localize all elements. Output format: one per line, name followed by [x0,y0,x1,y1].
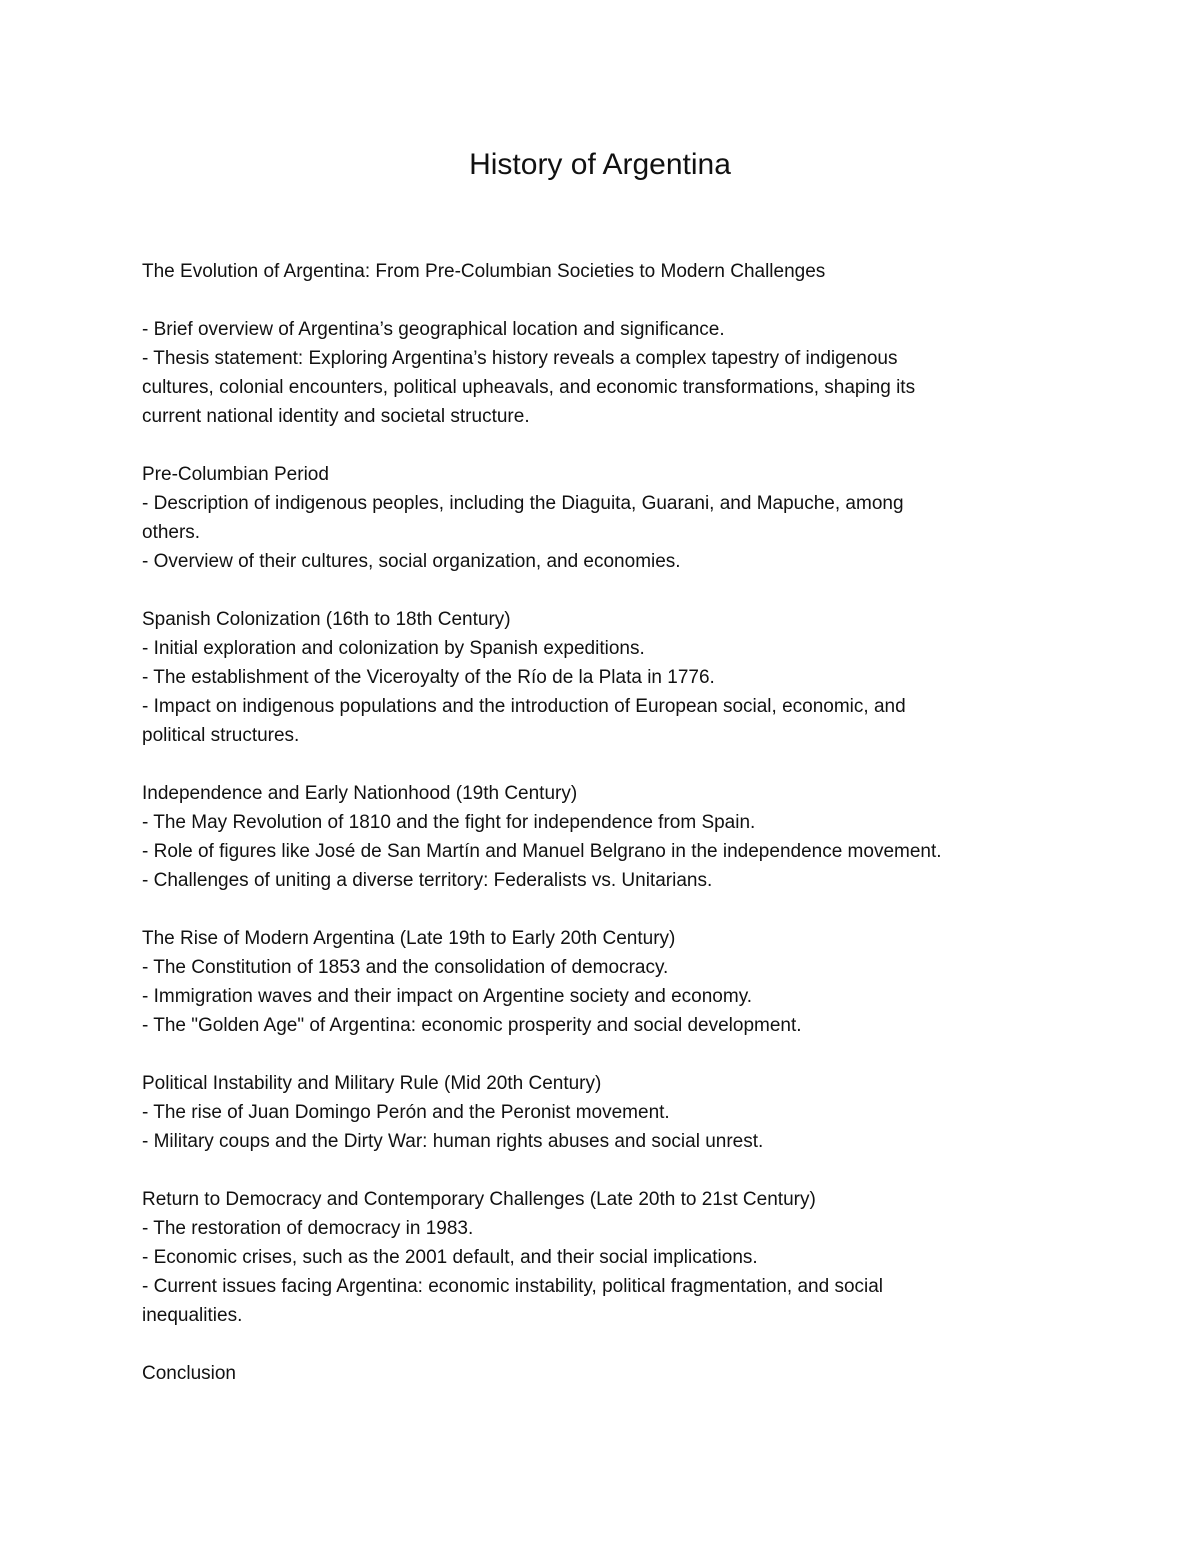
section-line: - The "Golden Age" of Argentina: economic prosperity and social development. [142,1015,802,1036]
paragraph-gap [142,1330,1062,1359]
section-line: - Role of figures like José de San Martín and Manuel Belgrano in the independence movement. [142,841,942,862]
intro-line: - Brief overview of Argentina’s geographical location and significance. [142,319,725,340]
paragraph-gap [142,286,1062,315]
intro-line: - Thesis statement: Exploring Argentina’s history reveals a complex tapestry of indigenous [142,348,898,369]
section-line: - Military coups and the Dirty War: human rights abuses and social unrest. [142,1131,764,1152]
section-line: - The restoration of democracy in 1983. [142,1218,474,1239]
section-line: - Current issues facing Argentina: economic instability, political fragmentation, and social [142,1276,884,1297]
section-spanish-colonization [142,605,1062,750]
section-line: - The May Revolution of 1810 and the fight for independence from Spain. [142,812,756,833]
section-heading: Pre-Columbian Period [142,464,329,485]
section-line: - The establishment of the Viceroyalty of the Río de la Plata in 1776. [142,667,715,688]
section-line: - Overview of their cultures, social organization, and economies. [142,551,681,572]
section-line: inequalities. [142,1305,243,1326]
section-heading: Political Instability and Military Rule (Mid 20th Century) [142,1073,602,1094]
section-line: political structures. [142,725,300,746]
paragraph-gap [142,576,1062,605]
conclusion-heading: Conclusion [142,1363,236,1384]
section-heading: Spanish Colonization (16th to 18th Century) [142,609,511,630]
section-line: - Immigration waves and their impact on Argentine society and economy. [142,986,753,1007]
section-line: - The Constitution of 1853 and the consolidation of democracy. [142,957,669,978]
intro-line: cultures, colonial encounters, political upheavals, and economic transformations, shaping its [142,377,916,398]
document-title: History of Argentina [469,148,731,181]
section-heading: The Rise of Modern Argentina (Late 19th to Early 20th Century) [142,928,676,949]
intro-paragraph [142,315,1062,431]
section-heading: Return to Democracy and Contemporary Challenges (Late 20th to 21st Century) [142,1189,816,1210]
paragraph-gap [142,1156,1062,1185]
section-line: - Challenges of uniting a diverse territory: Federalists vs. Unitarians. [142,870,713,891]
section-line: - The rise of Juan Domingo Perón and the Peronist movement. [142,1102,670,1123]
section-heading: Independence and Early Nationhood (19th Century) [142,783,578,804]
section-modern-argentina [142,924,1062,1040]
section-political-instability [142,1069,1062,1156]
section-line: - Economic crises, such as the 2001 default, and their social implications. [142,1247,758,1268]
document-subtitle: The Evolution of Argentina: From Pre-Columbian Societies to Modern Challenges [142,261,826,282]
paragraph-gap [142,431,1062,460]
paragraph-gap [142,895,1062,924]
section-pre-columbian [142,460,1062,576]
paragraph-gap [142,750,1062,779]
section-line: others. [142,522,201,543]
section-line: - Impact on indigenous populations and the introduction of European social, economic, and [142,696,906,717]
section-return-to-democracy [142,1185,1062,1330]
paragraph-gap [142,1040,1062,1069]
section-line: - Description of indigenous peoples, including the Diaguita, Guarani, and Mapuche, among [142,493,904,514]
intro-line: current national identity and societal structure. [142,406,530,427]
section-line: - Initial exploration and colonization by Spanish expeditions. [142,638,645,659]
section-independence [142,779,1062,895]
document-body [142,257,1062,1388]
